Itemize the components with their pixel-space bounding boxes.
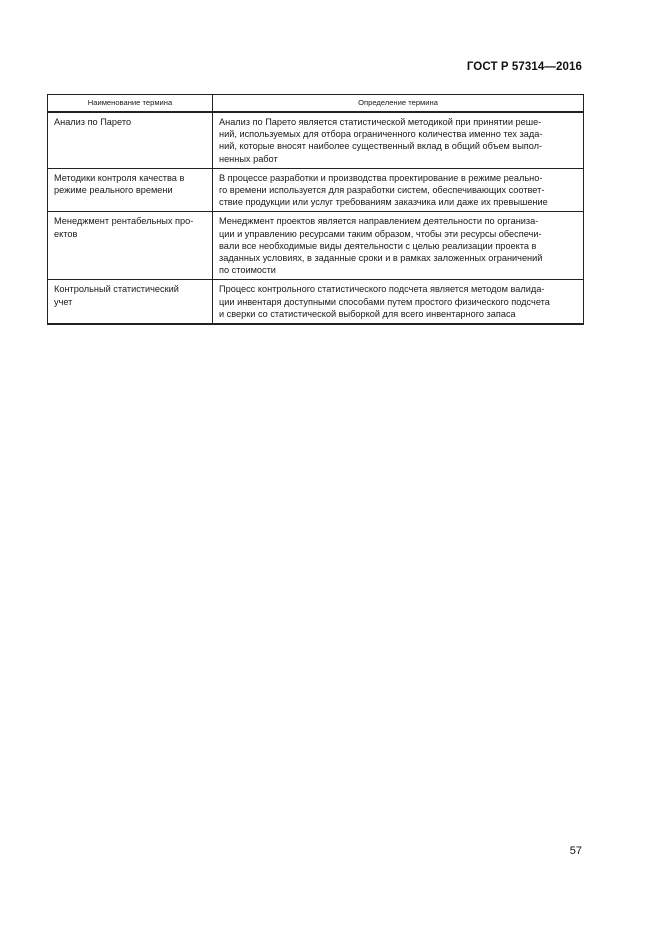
term-cell: Анализ по Парето [48,112,213,168]
terms-table [47,94,584,325]
table-row [48,168,584,212]
definition-cell: Менеджмент проектов является направлением деятельности по организа- ции и управлению ресурсами таким образом, чтобы эти ресурсы обеспечи- вали все необходимые виды деятельности с целью реализации проекта в заданных условиях, в заданные сроки и в рамках заложенных ограничений по стоимости [213,212,584,280]
definition-cell: Анализ по Парето является статистической методикой при принятии реше- ний, используемых для отбора ограниченного количества именно тех зада- ний, которые вносят наиболее существенный вклад в общий объем выпол- ненных работ [213,112,584,168]
term-cell: Методики контроля качества в режиме реального времени [48,168,213,212]
table-row [48,212,584,280]
document-code: ГОСТ Р 57314—2016 [466,61,582,73]
definition-cell: Процесс контрольного статистического подсчета является методом валида- ции инвентаря доступными способами путем простого физического подсчета и сверки со статистической выборкой для всего инвентарного запаса [213,280,584,324]
term-cell: Контрольный статистический учет [48,280,213,324]
column-header-term: Наименование термина [48,95,213,113]
term-cell: Менеджмент рентабельных про- ектов [48,212,213,280]
column-header-definition: Определение термина [213,95,584,113]
page-number: 57 [569,845,582,857]
definition-cell: В процессе разработки и производства проектирование в режиме реально- го времени используется для разработки систем, обеспечивающих соответ- ствие продукции или услуг требованиям заказчика или даже их превышение [213,168,584,212]
table-header-row [48,95,584,113]
table-row [48,112,584,168]
table-row [48,280,584,324]
